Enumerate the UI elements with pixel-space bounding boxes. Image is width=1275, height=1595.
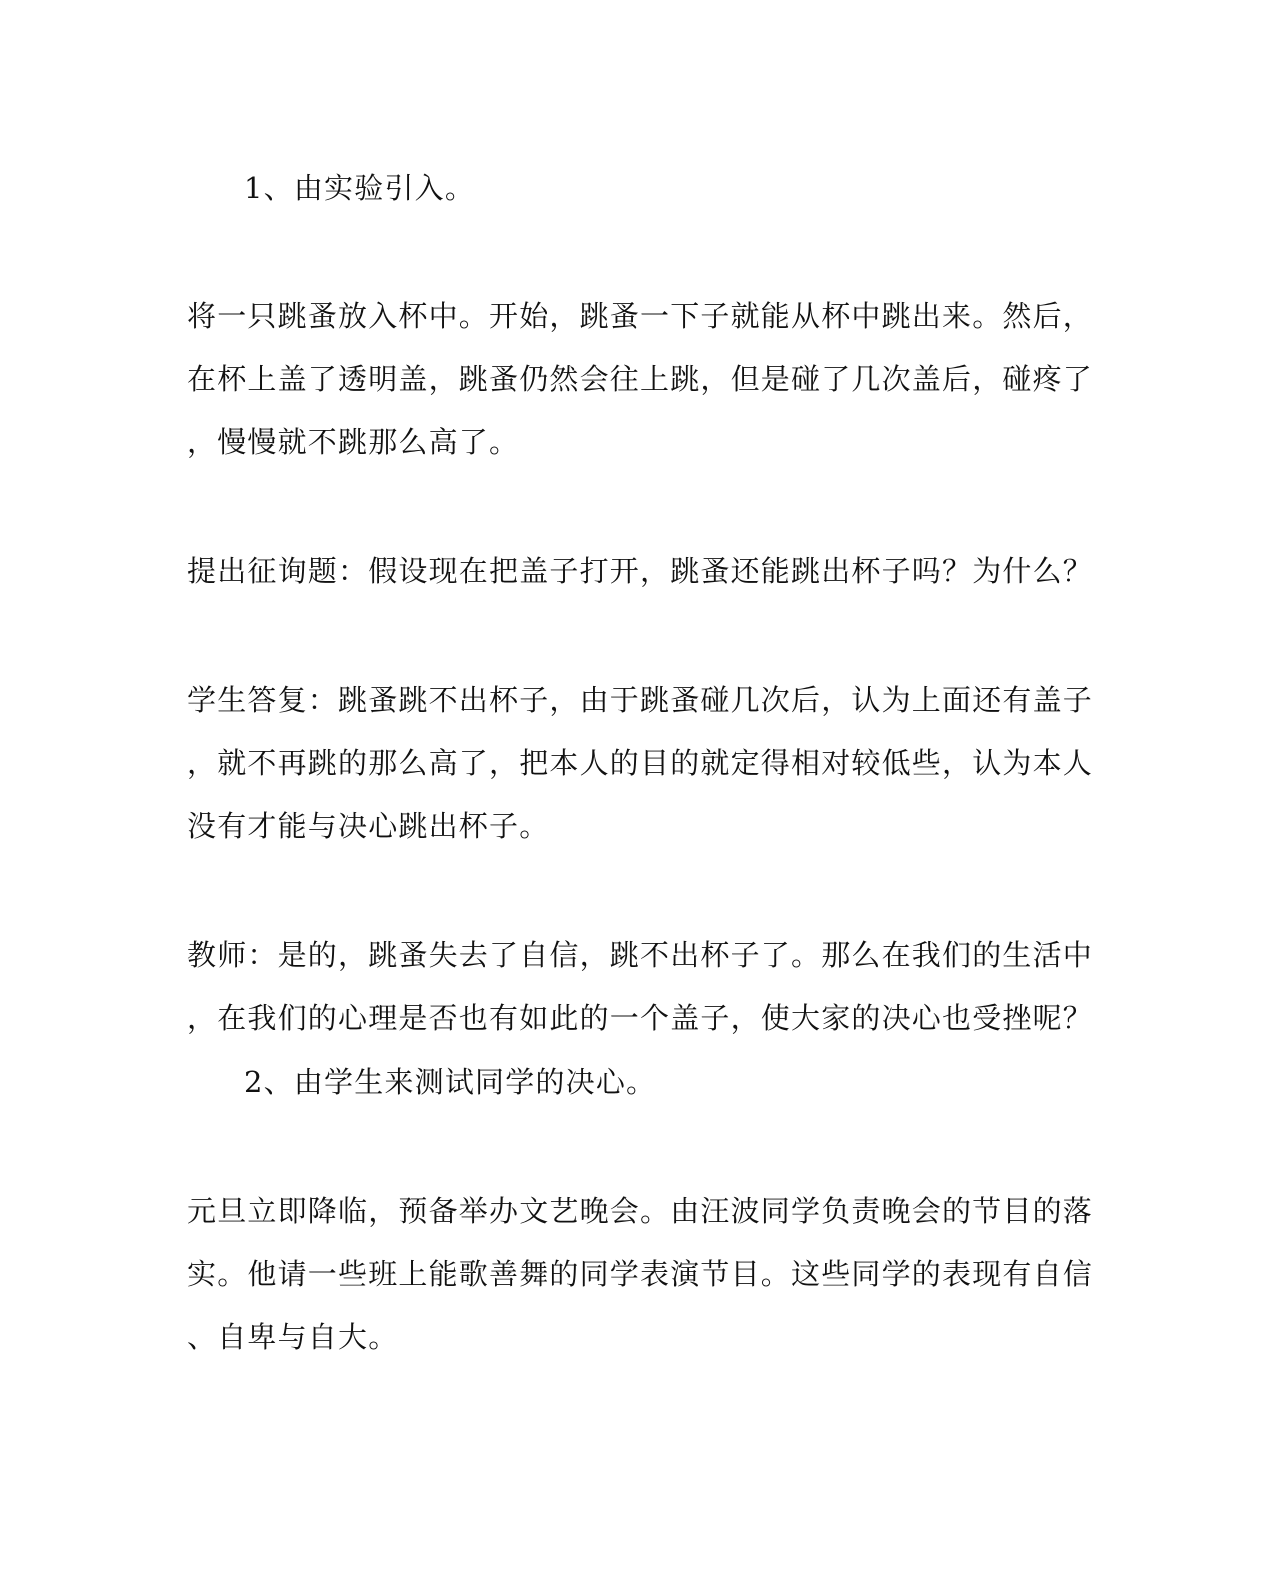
section-heading-2: 2、由学生来测试同学的决心。 xyxy=(244,1065,657,1099)
paragraph-line: 没有才能与决心跳出杯子。 xyxy=(187,809,550,843)
paragraph-line: 实。他请一些班上能歌善舞的同学表演节目。这些同学的表现有自信 xyxy=(187,1257,1094,1291)
paragraph-line: ，就不再跳的那么高了，把本人的目的就定得相对较低些，认为本人 xyxy=(187,746,1094,780)
paragraph-line: ，在我们的心理是否也有如此的一个盖子，使大家的决心也受挫呢？ xyxy=(187,1001,1094,1035)
paragraph-line: 提出征询题：假设现在把盖子打开，跳蚤还能跳出杯子吗？为什么？ xyxy=(187,554,1094,588)
section-heading-1: 1、由实验引入。 xyxy=(244,171,476,205)
paragraph-line: ，慢慢就不跳那么高了。 xyxy=(187,425,520,459)
paragraph-line: 元旦立即降临，预备举办文艺晚会。由汪波同学负责晚会的节目的落 xyxy=(187,1194,1094,1228)
paragraph-line: 教师：是的，跳蚤失去了自信，跳不出杯子了。那么在我们的生活中 xyxy=(187,938,1094,972)
paragraph-line: 在杯上盖了透明盖，跳蚤仍然会往上跳，但是碰了几次盖后，碰疼了 xyxy=(187,362,1094,396)
paragraph-line: 、自卑与自大。 xyxy=(187,1320,399,1354)
paragraph-line: 将一只跳蚤放入杯中。开始，跳蚤一下子就能从杯中跳出来。然后， xyxy=(187,299,1094,333)
paragraph-line: 学生答复：跳蚤跳不出杯子，由于跳蚤碰几次后，认为上面还有盖子 xyxy=(187,683,1094,717)
